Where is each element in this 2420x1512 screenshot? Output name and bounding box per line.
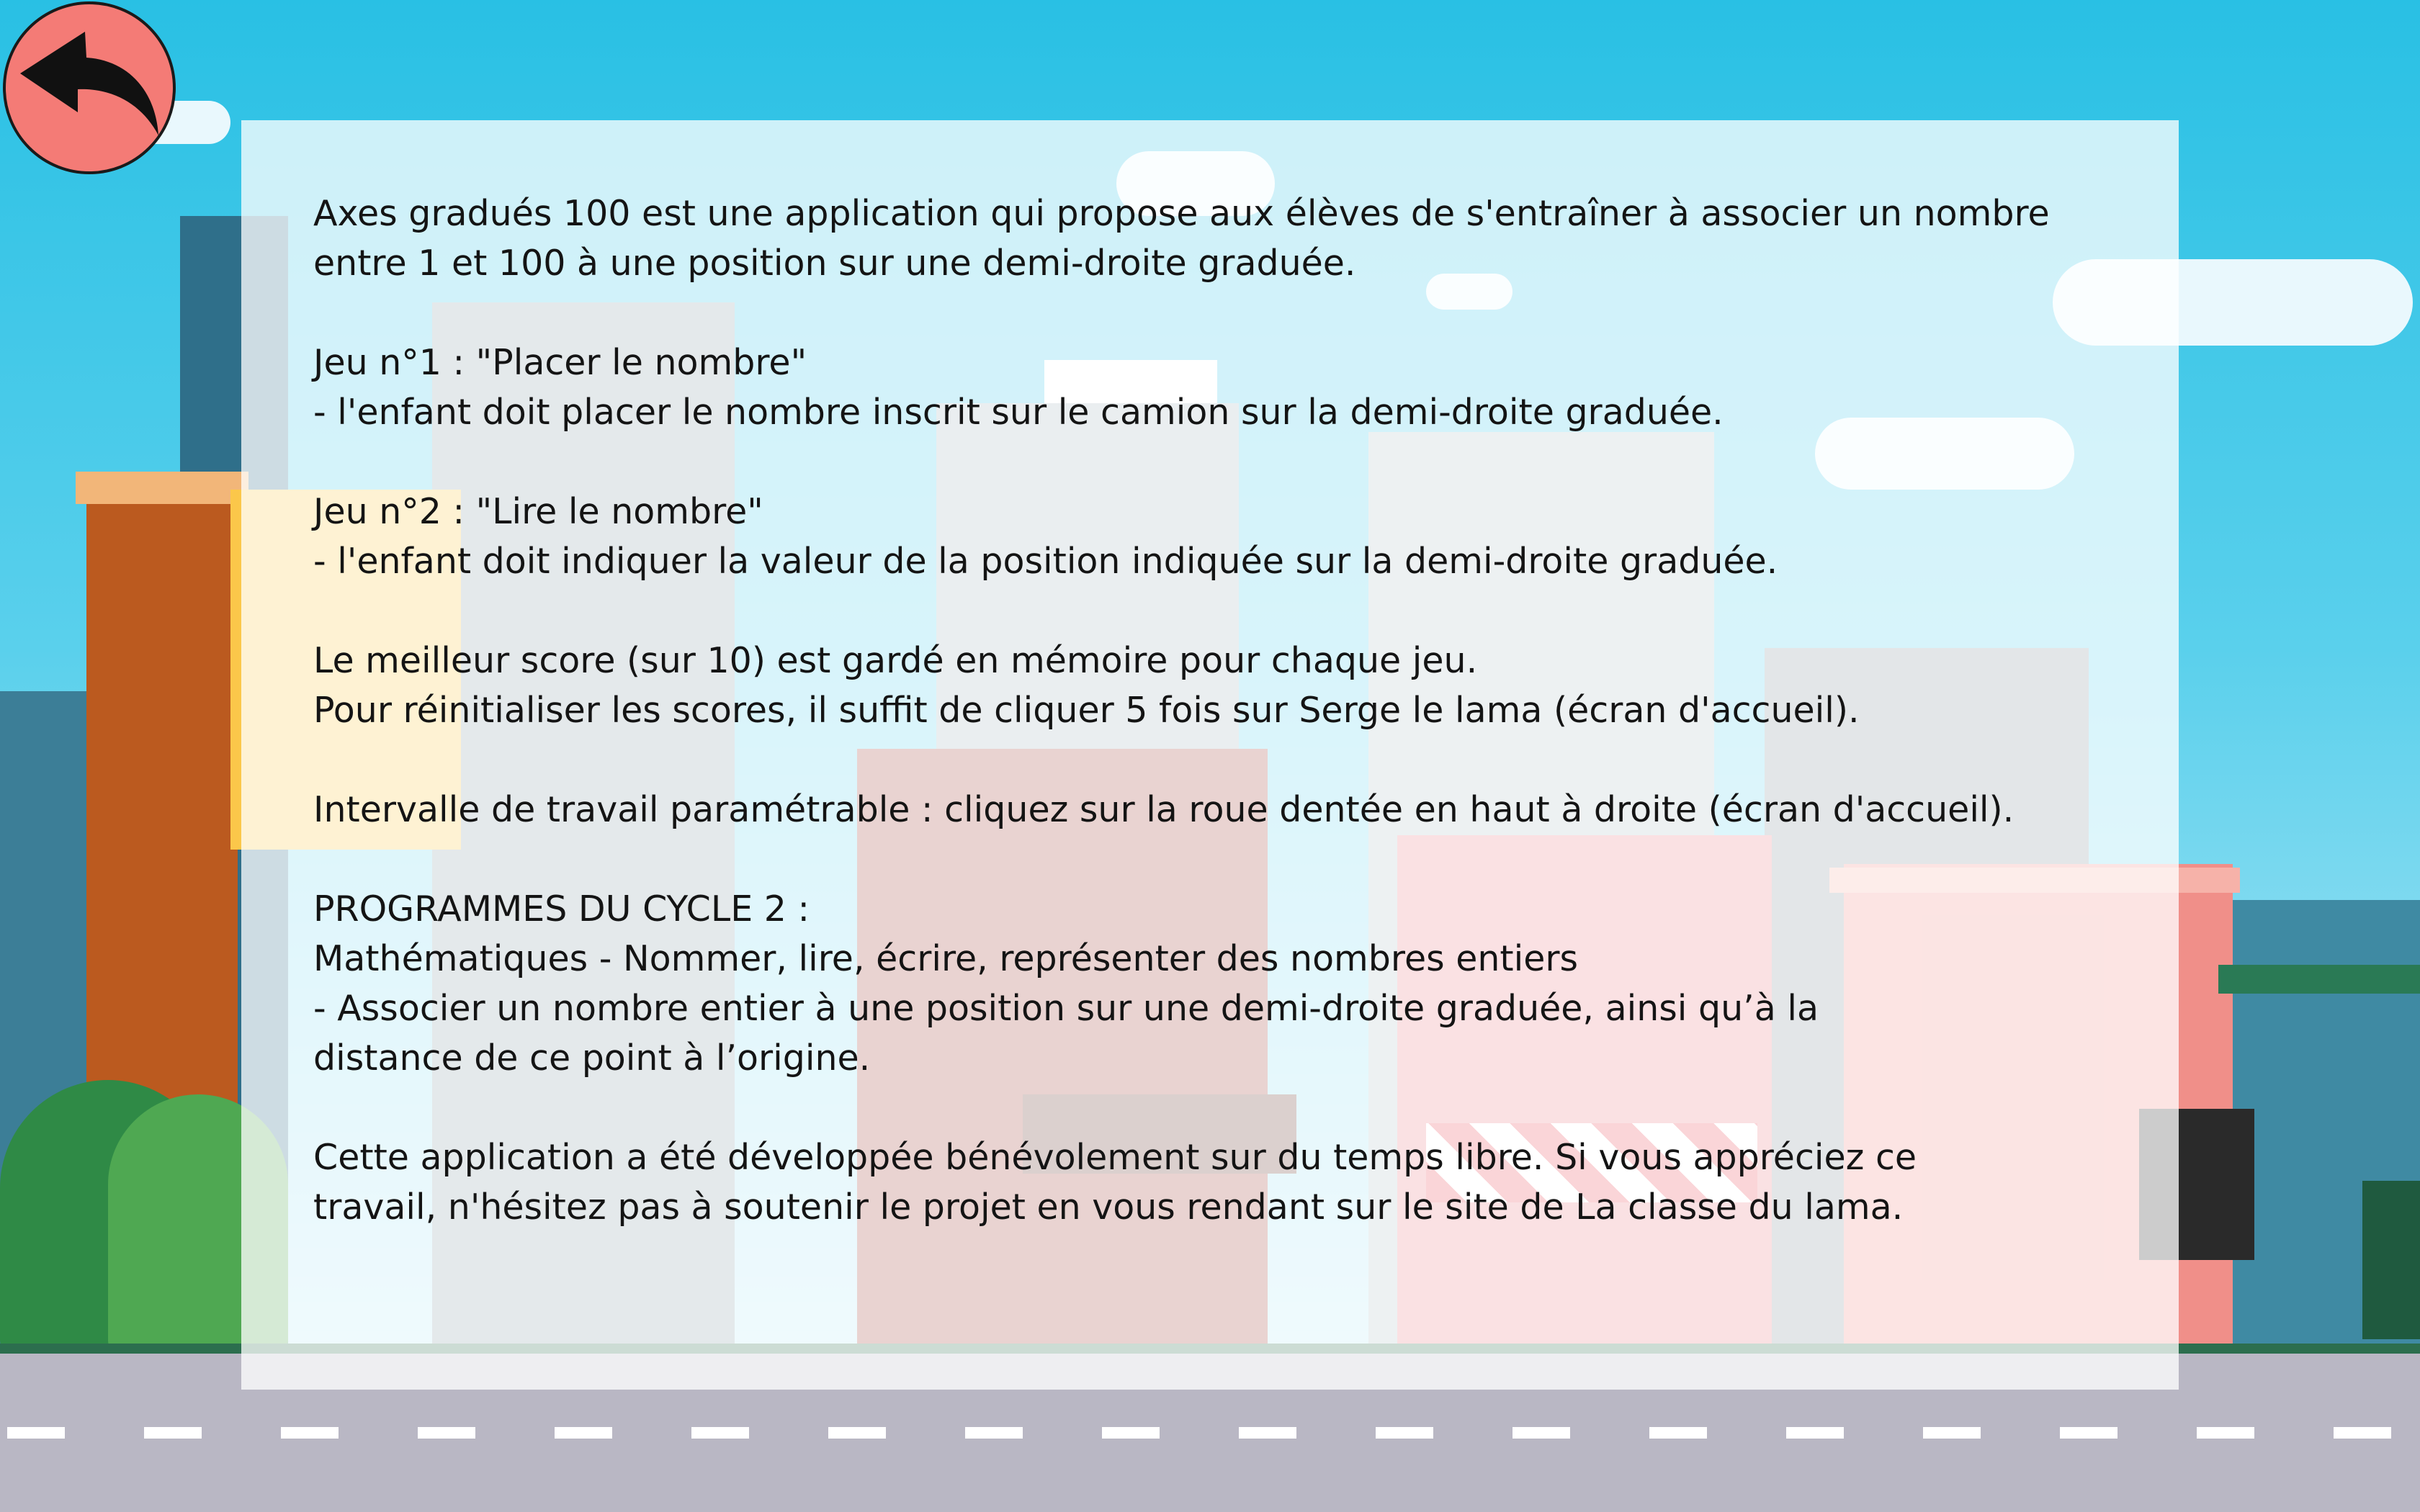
road-marking	[1649, 1427, 1707, 1439]
programs-line: - Associer un nombre entier à une position sur une demi-droite graduée, ainsi qu’à la	[313, 988, 1819, 1029]
intro-line: entre 1 et 100 à une position sur une demi-droite graduée.	[313, 243, 1356, 284]
info-text	[313, 189, 2143, 1232]
road-marking	[418, 1427, 475, 1439]
support-paragraph	[313, 1133, 2143, 1232]
road-marking	[2334, 1427, 2391, 1439]
road-marking	[828, 1427, 886, 1439]
road-marking	[1239, 1427, 1296, 1439]
road-marking	[2197, 1427, 2254, 1439]
road-marking	[965, 1427, 1023, 1439]
shop-door	[2362, 1181, 2420, 1339]
intro-paragraph	[313, 189, 2143, 288]
road-marking	[555, 1427, 612, 1439]
game2-description: - l'enfant doit indiquer la valeur de la position indiquée sur la demi-droite graduée.	[313, 541, 1778, 582]
interval-line: Intervalle de travail paramétrable : cliquez sur la roue dentée en haut à droite (écran d'accueil).	[313, 789, 2015, 830]
game2-title: Jeu n°2 : "Lire le nombre"	[313, 491, 763, 532]
score-line: Le meilleur score (sur 10) est gardé en mémoire pour chaque jeu.	[313, 640, 1478, 681]
road-marking	[144, 1427, 202, 1439]
intro-line: Axes gradués 100 est une application qui propose aux élèves de s'entraîner à associer un nombre	[313, 193, 2050, 234]
game1-paragraph	[313, 338, 2143, 437]
road-marking	[1376, 1427, 1433, 1439]
programs-line: Mathématiques - Nommer, lire, écrire, représenter des nombres entiers	[313, 938, 1579, 979]
game1-description: - l'enfant doit placer le nombre inscrit sur le camion sur la demi-droite graduée.	[313, 392, 1724, 433]
building-roof	[76, 472, 248, 504]
game2-paragraph	[313, 487, 2143, 586]
score-line: Pour réinitialiser les scores, il suffit de cliquer 5 fois sur Serge le lama (écran d'accueil).	[313, 690, 1860, 731]
score-paragraph	[313, 636, 2143, 735]
road-marking	[1512, 1427, 1570, 1439]
support-line: travail, n'hésitez pas à soutenir le projet en vous rendant sur le site de La classe du lama.	[313, 1187, 1904, 1228]
game1-title: Jeu n°1 : "Placer le nombre"	[313, 342, 807, 383]
programs-line: distance de ce point à l’origine.	[313, 1038, 871, 1079]
interval-paragraph	[313, 785, 2143, 834]
road-marking	[1786, 1427, 1844, 1439]
programs-title: PROGRAMMES DU CYCLE 2 :	[313, 888, 810, 930]
road-marking	[1923, 1427, 1981, 1439]
road-marking	[691, 1427, 749, 1439]
back-button[interactable]	[3, 1, 176, 174]
green-building	[2218, 965, 2420, 994]
road-marking	[1102, 1427, 1160, 1439]
road-marking	[7, 1427, 65, 1439]
programs-paragraph	[313, 884, 2143, 1083]
road-marking	[2060, 1427, 2118, 1439]
undo-arrow-icon	[6, 4, 173, 171]
road-marking	[281, 1427, 339, 1439]
support-line: Cette application a été développée bénévolement sur du temps libre. Si vous appréciez ce	[313, 1137, 1917, 1178]
